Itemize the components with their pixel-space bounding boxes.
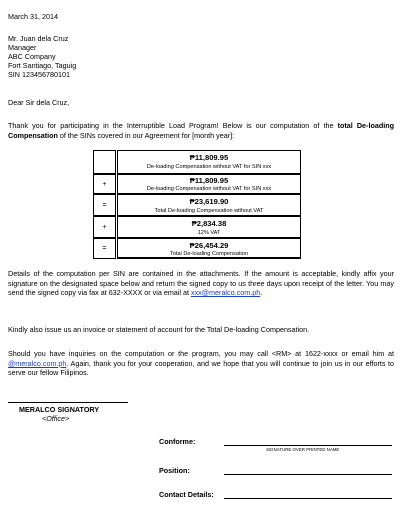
row-amount: ₱11,809.95: [189, 153, 229, 162]
email-link[interactable]: @meralco.com.ph: [8, 358, 67, 368]
computation-row: [117, 194, 301, 216]
row-amount: ₱23,619.90: [189, 197, 229, 206]
address-line: SIN 123456780101: [8, 70, 70, 79]
intro-paragraph: [8, 121, 394, 140]
computation-row: [117, 238, 301, 259]
row-caption: Total De-loading Compensation without VAT: [154, 208, 264, 214]
operator-cell: =: [93, 194, 116, 216]
intro-text-end: of the SINs covered in our Agreement for [month year]:: [57, 130, 235, 140]
inquiry-text: Should you have inquiries on the computation or the program, you may call <RM> at 1622-xxxx or email him at: [8, 349, 394, 358]
address-line: Fort Santiago, Taguig: [8, 61, 77, 70]
details-paragraph: [8, 269, 394, 298]
row-caption: Total De-loading Compensation: [169, 251, 249, 257]
position-label: Position:: [159, 466, 190, 475]
computation-table: [93, 150, 301, 259]
details-text-end: .: [260, 288, 263, 298]
operator-cell: +: [93, 174, 116, 194]
conforme-signature-line: [224, 445, 392, 446]
intro-bold-text: total De-loading Compensation: [8, 121, 394, 140]
signatory-name: MERALCO SIGNATORY: [19, 405, 100, 414]
address-line: Manager: [8, 43, 37, 52]
operator-cell: [93, 150, 116, 174]
position-line: [224, 474, 392, 475]
operator-cell: =: [93, 238, 116, 259]
inquiry-paragraph: [8, 349, 394, 378]
intro-text: Thank you for participating in the Interruptible Load Program! Below is our computation of the: [8, 121, 338, 130]
signatory-office: <Office>: [42, 414, 70, 423]
values-column: [117, 150, 301, 259]
conforme-label: Conforme:: [159, 437, 196, 446]
address-line: ABC Company: [8, 52, 56, 61]
email-link[interactable]: xxx@meralco.com.ph: [190, 288, 261, 298]
row-amount: ₱11,809.95: [189, 176, 229, 185]
row-amount: ₱2,834.38: [191, 219, 227, 228]
signature-line: [8, 402, 128, 403]
signature-caption: SIGNATURE OVER PRINTED NAME: [266, 447, 340, 452]
letter-date: March 31, 2014: [8, 12, 58, 21]
inquiry-text-end: . Again, thank you for your cooperation, and we hope that you will continue to join us in our efforts to serve our fellow Filipinos.: [8, 358, 394, 378]
computation-row: [117, 216, 301, 238]
invoice-paragraph: Kindly also issue us an invoice or statement of account for the Total De-loading Compensation.: [8, 325, 310, 334]
operator-cell: +: [93, 216, 116, 238]
contact-details-line: [224, 498, 392, 499]
row-caption: De-loading Compensation without VAT for SIN xxx: [146, 186, 272, 192]
computation-row: [117, 174, 301, 194]
row-amount: ₱26,454.29: [189, 241, 229, 250]
address-line: Mr. Juan dela Cruz: [8, 34, 69, 43]
details-text: Details of the computation per SIN are contained in the attachments. If the amount is acceptable, kindly affix your signature on the designated space below and return the signed copy to us three days upon receipt of the letter. You may send the signed copy via fax at 632-XXXX or via email at: [8, 269, 394, 298]
computation-row: [117, 150, 301, 174]
row-caption: De-loading Compensation without VAT for SIN xxx: [146, 164, 272, 170]
contact-details-label: Contact Details:: [159, 490, 214, 499]
row-caption: 12% VAT: [197, 230, 221, 236]
salutation: Dear Sir dela Cruz,: [8, 98, 70, 107]
